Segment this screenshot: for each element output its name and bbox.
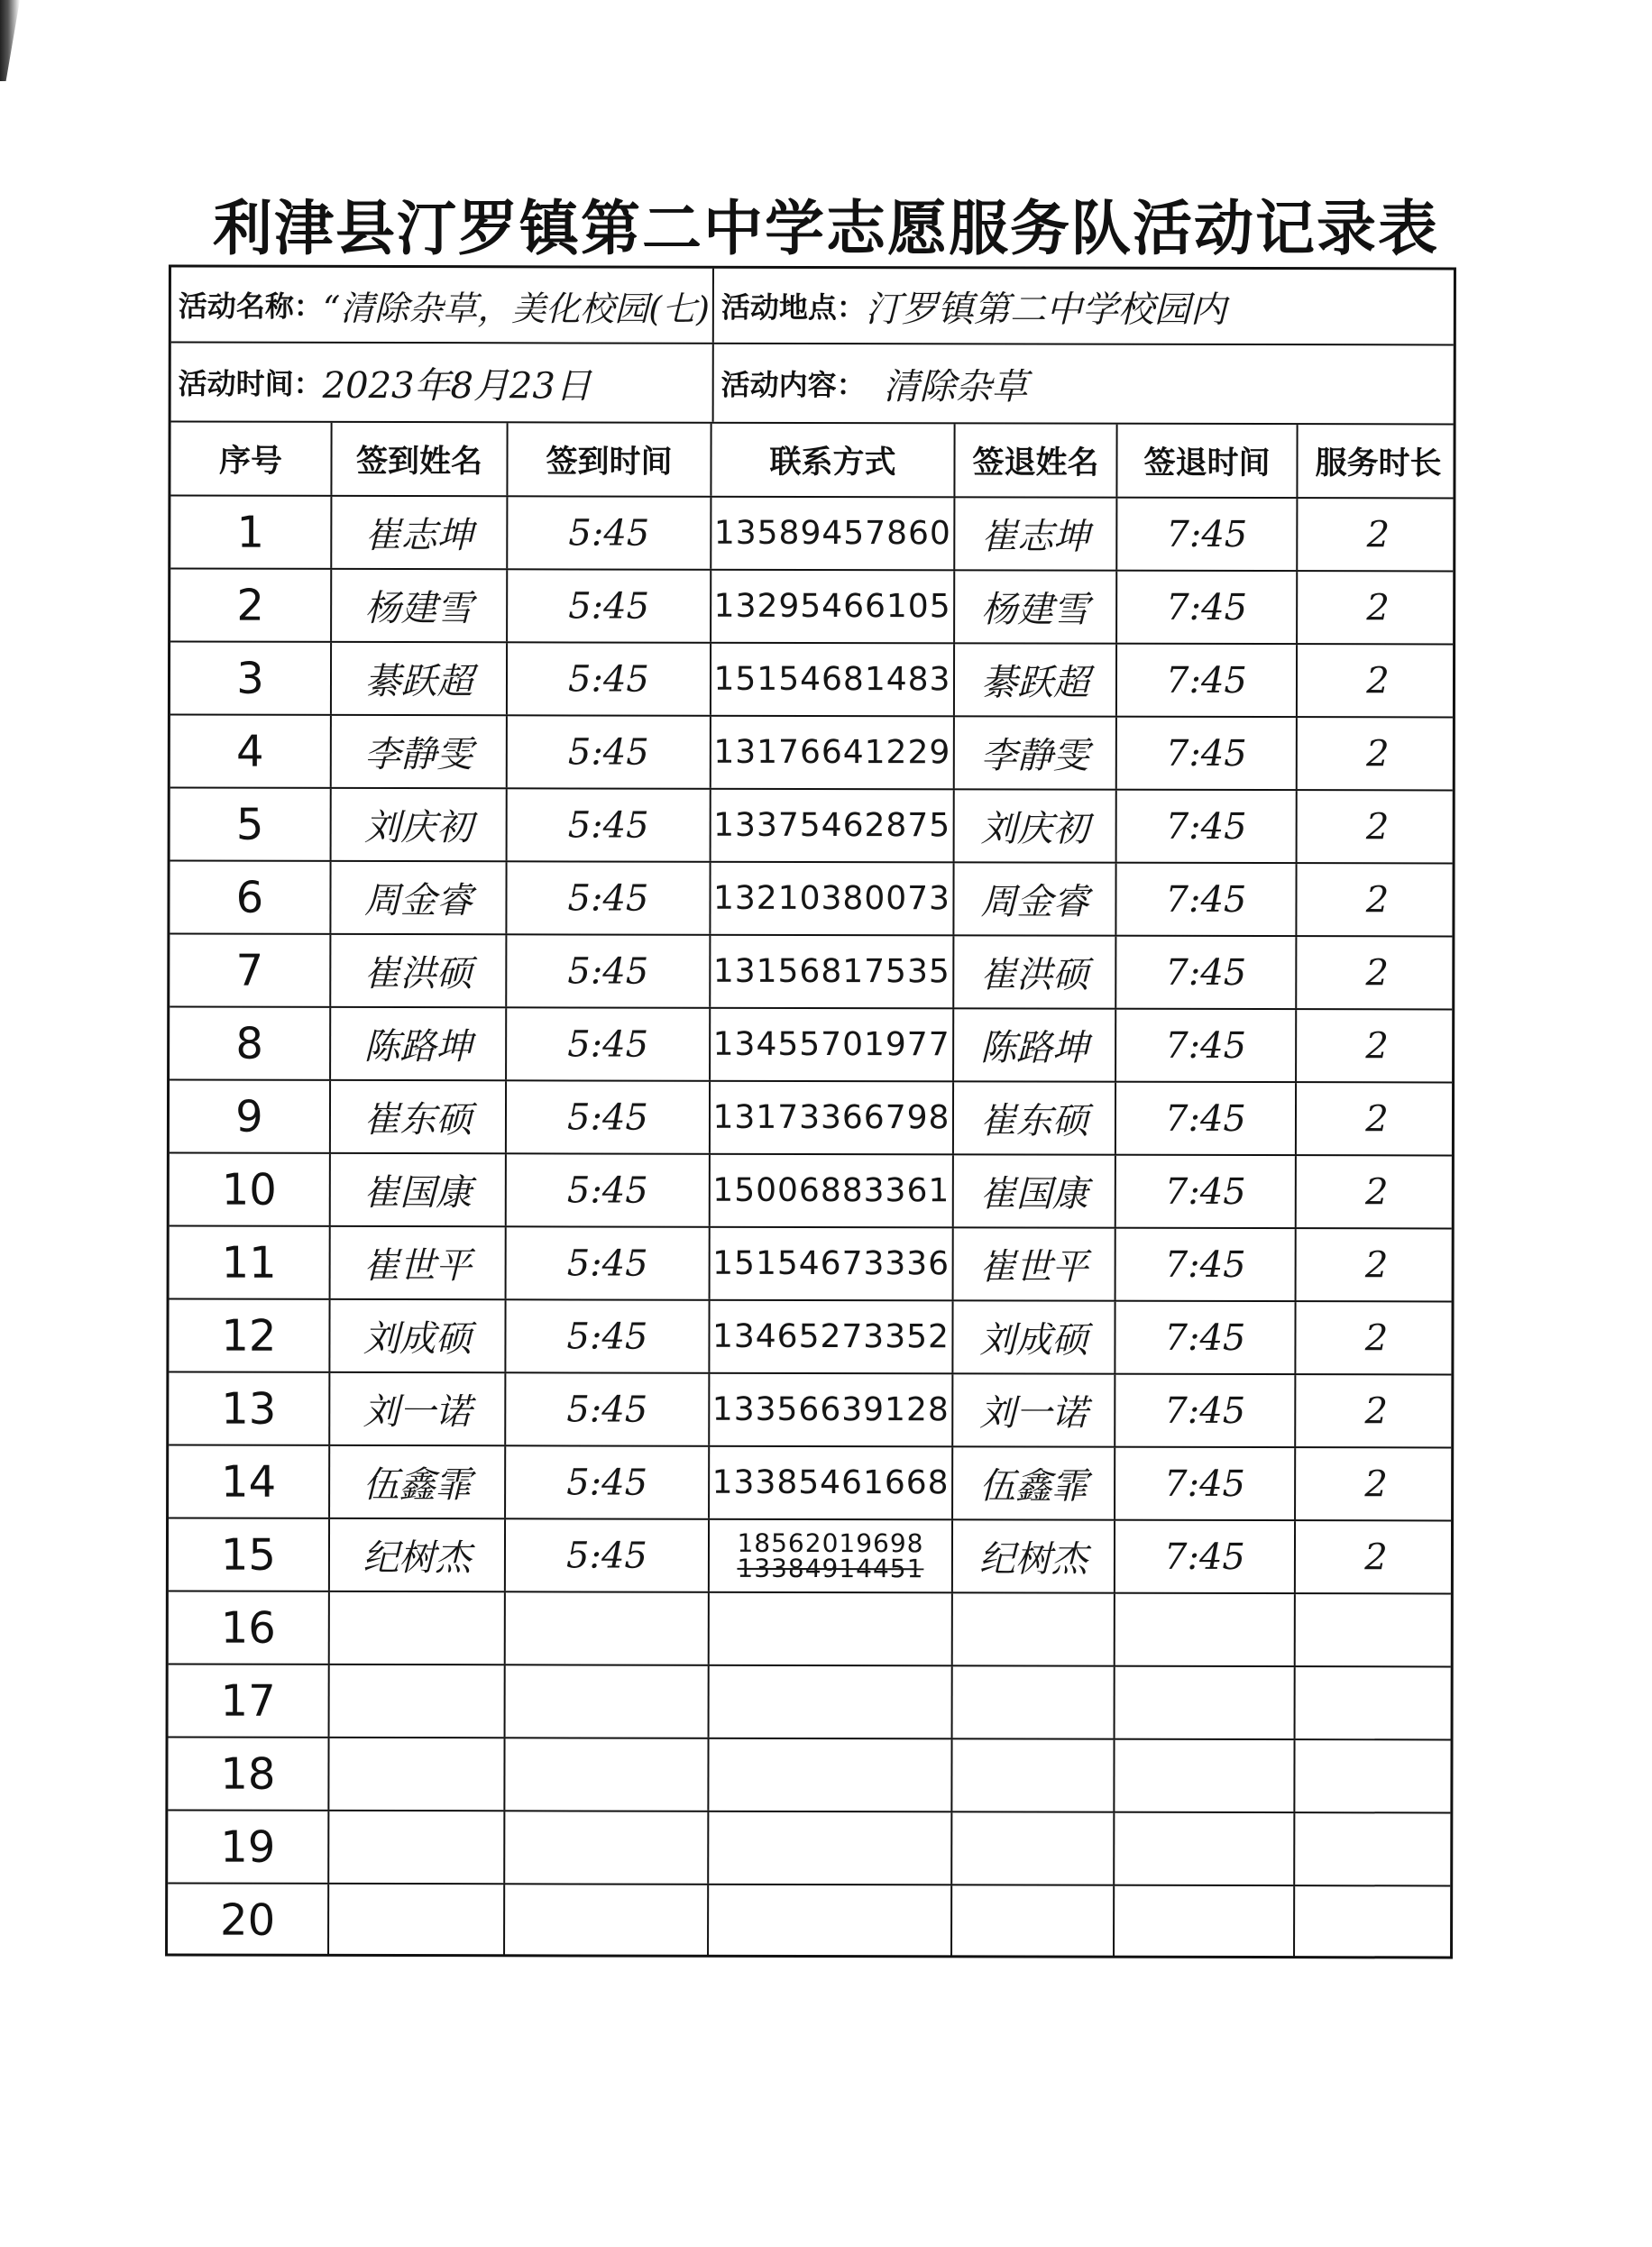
contact-phone: 15006883361 — [709, 1155, 952, 1227]
activity-time-label: 活动时间： — [178, 366, 323, 401]
contact-phone: 13455701977 — [709, 1009, 952, 1081]
checkin-time: 5:45 — [505, 1008, 709, 1079]
checkout-time — [1113, 1813, 1293, 1885]
header-checkout-name: 签退姓名 — [953, 424, 1115, 496]
contact-phone: 13156817535 — [709, 936, 952, 1008]
table-row — [169, 1298, 1451, 1374]
row-number: 13 — [221, 1383, 277, 1435]
activity-content-value: 清除杂草 — [883, 365, 1028, 408]
checkout-name — [951, 1593, 1114, 1665]
row-number: 2 — [236, 580, 264, 631]
checkout-time: 7:45 — [1115, 791, 1296, 862]
row-number: 6 — [235, 872, 264, 923]
contact-phone: 13176641229 — [710, 717, 953, 789]
row-number: 18 — [220, 1748, 276, 1800]
service-hours: 2 — [1295, 1229, 1457, 1300]
table-row — [169, 1371, 1451, 1447]
checkout-name: 周金睿 — [952, 863, 1115, 934]
checkin-time: 5:45 — [506, 570, 710, 641]
table-row — [170, 933, 1452, 1009]
contact-phone — [707, 1885, 950, 1958]
checkin-name: 刘庆初 — [330, 789, 506, 860]
table-row — [169, 1664, 1451, 1739]
row-number: 20 — [220, 1894, 276, 1946]
service-hours — [1293, 1740, 1455, 1811]
activity-time-value: 2023年8月23日 — [322, 364, 592, 407]
checkin-time: 5:45 — [506, 497, 710, 568]
header-no: 序号 — [218, 443, 283, 480]
checkout-name: 崔国康 — [952, 1155, 1115, 1226]
row-number: 15 — [220, 1529, 277, 1581]
activity-name-cell — [171, 268, 712, 343]
checkin-name: 崔志坤 — [330, 497, 506, 568]
row-number: 17 — [220, 1675, 276, 1727]
activity-time-cell — [171, 344, 712, 422]
checkout-name: 崔志坤 — [953, 498, 1115, 569]
checkin-name: 李静雯 — [330, 716, 506, 787]
contact-phone — [707, 1812, 950, 1885]
table-row — [170, 495, 1453, 571]
checkout-time: 7:45 — [1115, 645, 1296, 716]
checkin-time: 5:45 — [505, 862, 709, 933]
table-row — [170, 1152, 1452, 1228]
checkin-name — [328, 1665, 504, 1737]
contact-phone: 13173366798 — [709, 1082, 952, 1154]
row-number: 12 — [221, 1310, 277, 1362]
checkout-name: 纪树杰 — [951, 1520, 1114, 1591]
checkout-name: 陈路坤 — [952, 1009, 1115, 1080]
contact-phone: 13210380073 — [709, 863, 952, 935]
activity-name-value: “清除杂草，美化校园(七) — [322, 288, 711, 329]
checkout-time: 7:45 — [1114, 1521, 1294, 1592]
checkout-time: 7:45 — [1115, 937, 1295, 1008]
contact-phone: 13375462875 — [710, 790, 953, 862]
checkout-name: 綦跃超 — [953, 644, 1115, 715]
contact-phone: 15154673336 — [709, 1228, 952, 1300]
row-number: 8 — [235, 1018, 263, 1069]
checkout-name — [950, 1885, 1113, 1957]
row-number: 7 — [235, 945, 264, 996]
service-hours: 2 — [1296, 572, 1458, 643]
table-row — [170, 568, 1453, 644]
checkin-name: 纪树杰 — [328, 1519, 504, 1591]
table-row — [170, 1079, 1452, 1155]
contact-phone — [708, 1593, 951, 1665]
checkin-name: 刘一诺 — [328, 1373, 504, 1444]
service-hours: 2 — [1295, 1083, 1457, 1154]
checkout-name — [950, 1812, 1113, 1884]
activity-content-label: 活动内容： — [720, 367, 866, 403]
checkin-name — [327, 1738, 503, 1810]
checkin-name — [327, 1885, 503, 1956]
contact-phone — [707, 1739, 950, 1811]
checkin-time — [504, 1592, 708, 1664]
service-hours: 2 — [1295, 937, 1457, 1008]
service-hours: 2 — [1296, 791, 1458, 862]
form-title: 利津县汀罗镇第二中学志愿服务队活动记录表 — [213, 194, 1439, 263]
checkin-time: 5:45 — [505, 935, 709, 1006]
checkout-name: 崔洪硕 — [952, 936, 1115, 1007]
row-number: 14 — [221, 1456, 277, 1508]
checkin-name: 陈路坤 — [329, 1008, 505, 1079]
row-number: 1 — [236, 507, 265, 558]
checkout-time: 7:45 — [1115, 1229, 1295, 1300]
table-row — [170, 1225, 1452, 1301]
service-hours — [1294, 1667, 1456, 1738]
contact-phone: 13465273352 — [708, 1301, 951, 1373]
table-row — [170, 714, 1453, 790]
checkout-time: 7:45 — [1115, 1010, 1295, 1081]
table-header-row — [170, 421, 1453, 498]
checkout-time: 7:45 — [1115, 499, 1296, 570]
checkout-name: 崔世平 — [952, 1228, 1115, 1299]
service-hours: 2 — [1294, 1521, 1456, 1592]
checkin-name: 周金睿 — [329, 862, 505, 933]
contact-phone — [708, 1520, 951, 1592]
header-checkout-time: 签退时间 — [1115, 425, 1296, 497]
contact-phone: 15154681483 — [710, 644, 953, 716]
activity-record-table — [165, 265, 1456, 1959]
service-hours: 2 — [1295, 1010, 1457, 1081]
checkout-time — [1114, 1667, 1294, 1738]
checkin-name: 刘成硕 — [328, 1300, 504, 1371]
checkout-time: 7:45 — [1115, 1083, 1295, 1154]
checkin-name: 綦跃超 — [330, 643, 506, 714]
contact-phone-struck: 13384914451 — [737, 1553, 924, 1583]
table-row — [170, 860, 1452, 936]
row-number: 19 — [220, 1821, 276, 1873]
service-hours: 2 — [1294, 1302, 1456, 1373]
checkout-time: 7:45 — [1115, 718, 1296, 789]
checkin-time: 5:45 — [504, 1300, 708, 1371]
checkin-time: 5:45 — [505, 1081, 709, 1152]
service-hours — [1293, 1886, 1455, 1958]
header-checkin-name: 签到姓名 — [330, 423, 506, 495]
checkout-time — [1113, 1886, 1293, 1958]
checkin-time — [503, 1811, 707, 1883]
checkin-time: 5:45 — [504, 1373, 708, 1444]
checkout-time: 7:45 — [1115, 572, 1296, 643]
table-row — [170, 641, 1453, 717]
header-service-hours: 服务时长 — [1296, 425, 1458, 497]
checkin-time: 5:45 — [504, 1446, 708, 1518]
checkout-time — [1114, 1594, 1294, 1665]
row-number: 4 — [235, 726, 264, 777]
checkout-time: 7:45 — [1114, 1302, 1294, 1373]
checkin-name: 崔世平 — [329, 1227, 505, 1298]
table-row — [168, 1737, 1450, 1812]
checkin-name: 伍鑫霏 — [328, 1446, 504, 1518]
checkout-name — [951, 1666, 1114, 1738]
checkin-time: 5:45 — [506, 716, 710, 787]
service-hours: 2 — [1296, 645, 1458, 716]
service-hours: 2 — [1296, 718, 1458, 789]
activity-name-label: 活动名称： — [178, 289, 323, 324]
activity-content-cell — [712, 344, 1459, 424]
checkin-time — [503, 1738, 707, 1810]
contact-phone-new: 18562019698 — [737, 1527, 924, 1558]
checkout-name: 杨建雪 — [953, 571, 1115, 642]
checkin-time: 5:45 — [506, 789, 710, 860]
row-number: 3 — [236, 653, 264, 704]
service-hours — [1294, 1594, 1456, 1665]
checkout-name — [950, 1739, 1113, 1811]
checkout-name: 崔东硕 — [952, 1082, 1115, 1153]
header-checkin-time: 签到时间 — [506, 423, 710, 495]
activity-place-label: 活动地点： — [720, 289, 866, 326]
checkin-name — [328, 1592, 504, 1664]
table-row — [168, 1883, 1450, 1958]
service-hours: 2 — [1295, 864, 1457, 935]
service-hours: 2 — [1295, 1156, 1457, 1227]
info-row-name-place — [171, 268, 1454, 344]
checkin-name: 崔东硕 — [329, 1081, 505, 1152]
contact-phone — [708, 1666, 951, 1738]
row-number: 16 — [220, 1602, 276, 1654]
service-hours — [1293, 1813, 1455, 1885]
activity-place-value: 汀罗镇第二中学校园内 — [865, 288, 1226, 331]
contact-phone: 13589457860 — [710, 498, 953, 570]
row-number: 10 — [221, 1164, 277, 1215]
checkout-name: 刘一诺 — [951, 1374, 1114, 1445]
info-row-time-content — [171, 342, 1454, 424]
table-row — [169, 1444, 1451, 1520]
table-row — [170, 787, 1453, 863]
checkout-time: 7:45 — [1115, 1156, 1295, 1227]
header-contact: 联系方式 — [710, 424, 953, 497]
row-number: 9 — [235, 1091, 263, 1142]
checkin-name: 崔洪硕 — [329, 935, 505, 1006]
checkin-time: 5:45 — [505, 1227, 709, 1298]
checkout-name: 刘庆初 — [953, 790, 1115, 861]
service-hours: 2 — [1294, 1375, 1456, 1446]
service-hours: 2 — [1294, 1448, 1456, 1519]
contact-phone: 13356639128 — [708, 1374, 951, 1446]
checkin-name — [327, 1811, 503, 1883]
checkout-name: 刘成硕 — [951, 1301, 1114, 1372]
checkout-time: 7:45 — [1115, 864, 1295, 935]
checkout-name: 李静雯 — [953, 717, 1115, 788]
scan-edge-shadow — [0, 0, 20, 81]
checkin-time — [503, 1885, 707, 1956]
checkin-time: 5:45 — [506, 643, 710, 714]
checkin-time: 5:45 — [504, 1519, 708, 1591]
contact-phone: 13385461668 — [708, 1447, 951, 1519]
table-row — [169, 1591, 1451, 1666]
table-row — [170, 1006, 1452, 1082]
checkout-time: 7:45 — [1114, 1448, 1294, 1519]
row-number: 11 — [221, 1237, 277, 1289]
checkout-time: 7:45 — [1114, 1375, 1294, 1446]
service-hours: 2 — [1296, 499, 1458, 570]
checkout-name: 伍鑫霏 — [951, 1447, 1114, 1518]
checkin-time: 5:45 — [505, 1154, 709, 1225]
row-number: 5 — [235, 799, 264, 850]
table-row — [169, 1518, 1451, 1593]
checkin-name: 杨建雪 — [330, 570, 506, 641]
checkin-time — [504, 1665, 708, 1737]
checkin-name: 崔国康 — [329, 1154, 505, 1225]
activity-place-cell — [712, 269, 1459, 344]
contact-phone: 13295466105 — [710, 571, 953, 643]
checkout-time — [1113, 1740, 1293, 1811]
table-row — [168, 1810, 1450, 1885]
